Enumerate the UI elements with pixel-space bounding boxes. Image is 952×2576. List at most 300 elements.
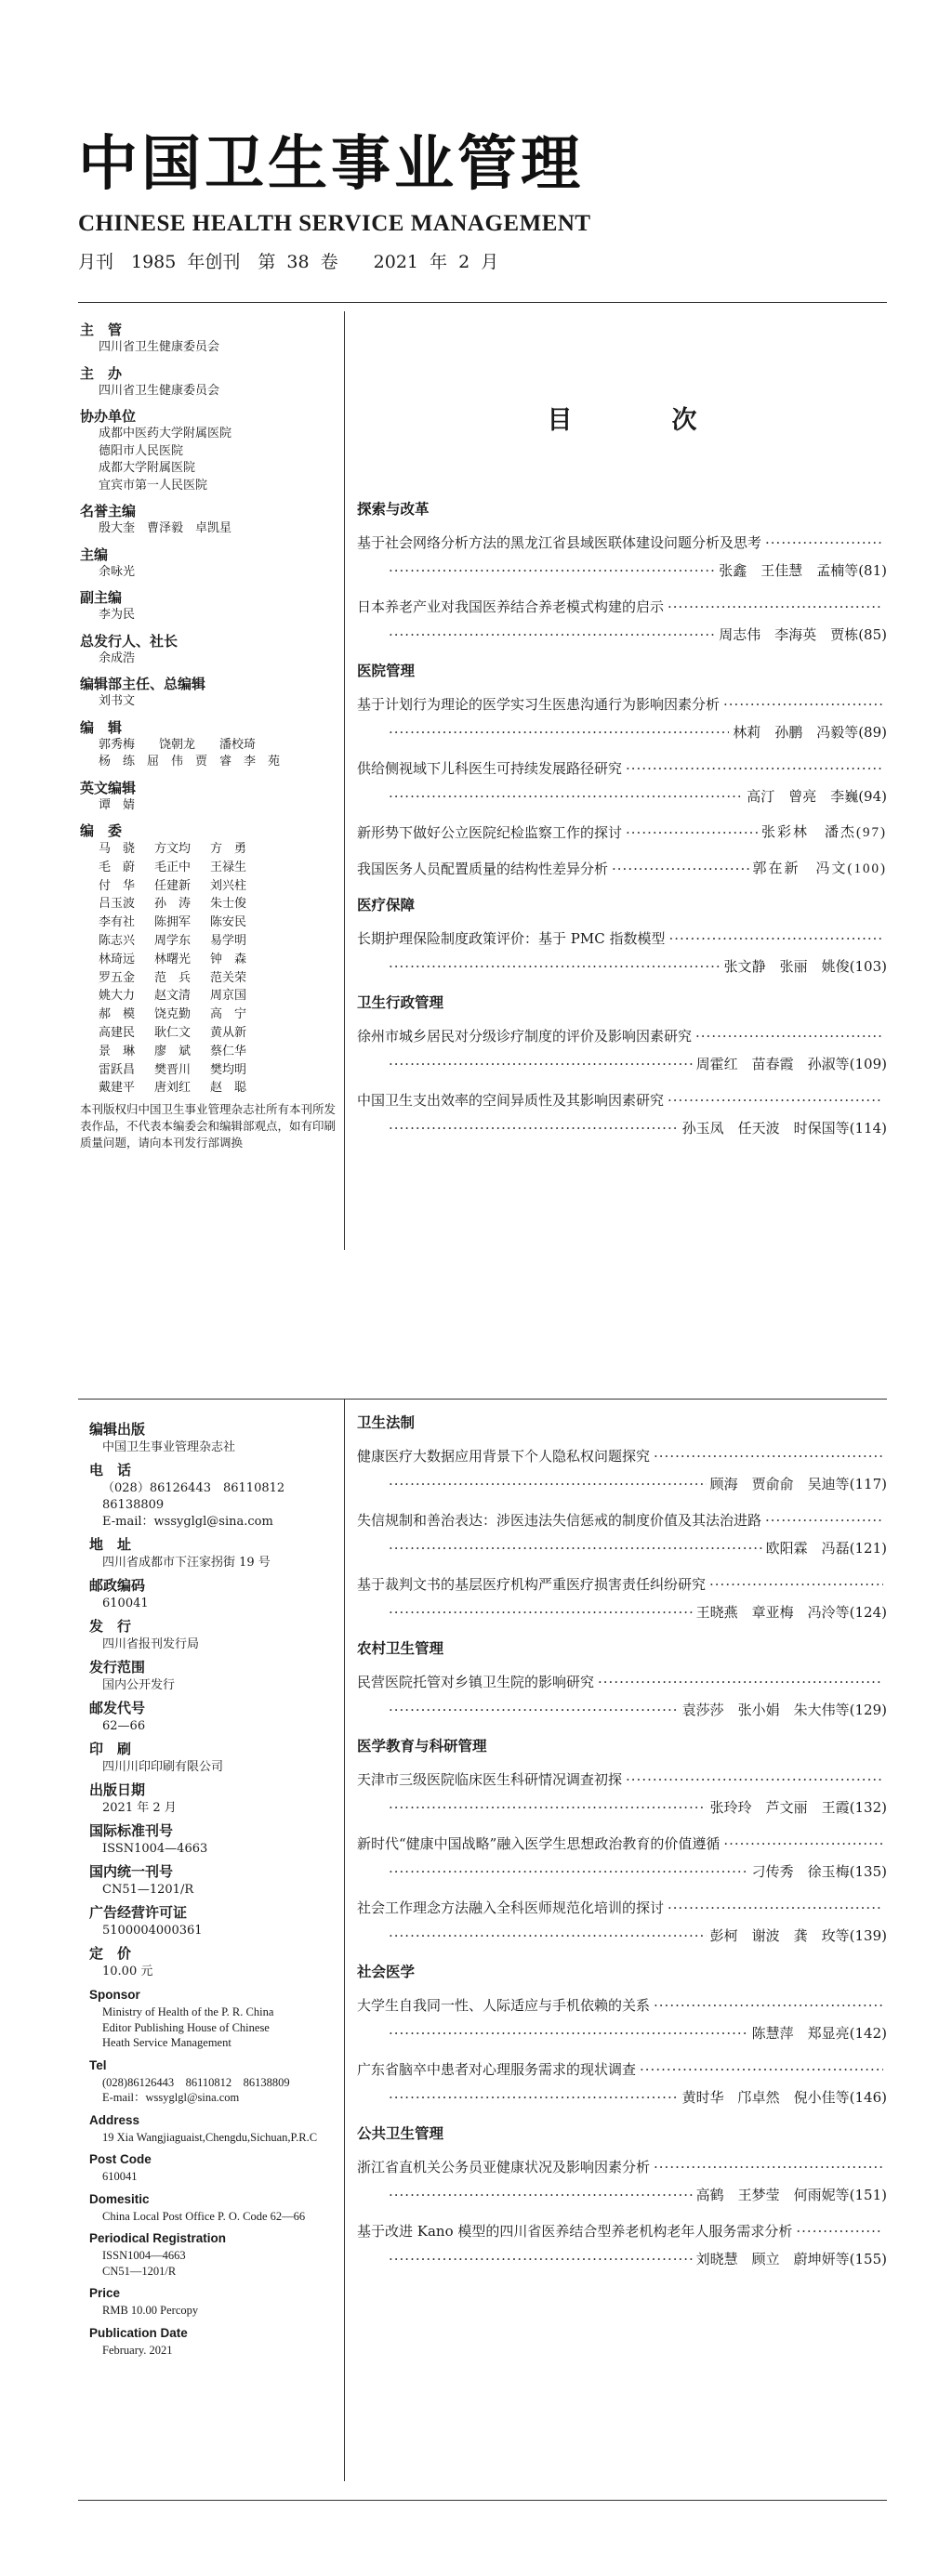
publication-line: CN51—1201/R bbox=[102, 2264, 177, 2278]
leader-dots bbox=[389, 954, 721, 979]
toc-article bbox=[357, 2057, 887, 2109]
board-member: 陈志兴 bbox=[99, 933, 136, 948]
board-member: 孙 涛 bbox=[154, 897, 192, 912]
leader-dots bbox=[389, 1860, 748, 1884]
publication-item bbox=[89, 2110, 340, 2146]
article-authors: 张彩林 潘杰(97) bbox=[761, 825, 887, 840]
page2-top-divider bbox=[78, 1399, 887, 1400]
board-member: 罗五金 bbox=[99, 970, 136, 985]
article-authors: 周霍红 苗春霞 孙淑等(109) bbox=[695, 1056, 887, 1072]
article-authors: 刘晓慧 顾立 蔚坤妍等(155) bbox=[695, 2251, 887, 2267]
publication-item bbox=[89, 1821, 340, 1858]
leader-dots bbox=[668, 1896, 883, 1920]
editorial-heading: 主 管 bbox=[80, 322, 123, 338]
publication-item bbox=[89, 1903, 340, 1939]
publication-line: E-mail：wssyglgl@sina.com bbox=[102, 1515, 273, 1529]
toc-article-row bbox=[357, 1088, 887, 1112]
article-authors: 王晓燕 章亚梅 冯泠等(124) bbox=[695, 1604, 887, 1621]
publication-line: 四川省报刊发行局 bbox=[102, 1637, 200, 1651]
article-authors: 孙玉凤 任天波 时保国等(114) bbox=[681, 1120, 887, 1137]
publication-item bbox=[89, 2149, 340, 2185]
article-authors: 高汀 曾亮 李巍(94) bbox=[747, 788, 887, 805]
editorial-line: 德阳市人民医院 bbox=[99, 443, 184, 458]
publication-heading: Address bbox=[89, 2112, 140, 2127]
publication-heading: 国际标准刊号 bbox=[89, 1822, 174, 1839]
article-authors: 黄时华 邝卓然 倪小佳等(146) bbox=[681, 2089, 887, 2106]
publication-line: 610041 bbox=[102, 2170, 138, 2183]
toc-article-authors-row bbox=[357, 2021, 887, 2045]
toc-list-2 bbox=[357, 1411, 887, 2271]
article-authors: 欧阳霖 冯磊(121) bbox=[765, 1540, 887, 1557]
leader-dots bbox=[389, 1600, 693, 1624]
editorial-line: 成都中医药大学附属医院 bbox=[99, 427, 232, 440]
leader-dots bbox=[765, 1508, 883, 1532]
board-member: 黄从新 bbox=[210, 1025, 247, 1040]
publication-item bbox=[89, 1699, 340, 1735]
leader-dots bbox=[598, 1670, 883, 1694]
leader-dots bbox=[389, 1052, 693, 1076]
toc-article-row bbox=[357, 1024, 887, 1048]
issue-line: 月刊 1985 年创刊 第 38 卷 2021 年 2 月 bbox=[78, 252, 499, 272]
editorial-column bbox=[80, 321, 338, 1151]
top-divider bbox=[78, 302, 887, 303]
publication-heading: 邮发代号 bbox=[89, 1700, 146, 1716]
leader-dots bbox=[389, 1116, 679, 1140]
article-title: 中国卫生支出效率的空间异质性及其影响因素研究 bbox=[357, 1092, 665, 1109]
toc-article bbox=[357, 1508, 887, 1560]
leader-dots bbox=[765, 531, 883, 555]
leader-dots bbox=[723, 1832, 883, 1856]
publication-line: RMB 10.00 Percopy bbox=[102, 2304, 199, 2317]
publication-line: ISSN1004—4663 bbox=[102, 1842, 208, 1856]
editorial-heading: 名誉主编 bbox=[80, 503, 137, 519]
toc-article-row bbox=[357, 531, 887, 555]
leader-dots bbox=[389, 1795, 707, 1820]
publication-line: 中国卫生事业管理杂志社 bbox=[102, 1440, 236, 1454]
board-member: 毛 蔚 bbox=[99, 860, 136, 874]
leader-dots bbox=[668, 1088, 883, 1112]
publication-line: 62—66 bbox=[102, 1719, 146, 1733]
editorial-item bbox=[80, 502, 338, 538]
publication-item bbox=[89, 1535, 340, 1571]
board-member: 王禄生 bbox=[210, 860, 247, 874]
article-authors: 林莉 孙鹏 冯毅等(89) bbox=[733, 724, 887, 741]
publication-line: China Local Post Office P. O. Code 62—66 bbox=[102, 2209, 306, 2223]
editorial-line: 殷大奎 曹泽毅 卓凯星 bbox=[99, 521, 232, 535]
article-title: 基于裁判文书的基层医疗机构严重医疗损害责任纠纷研究 bbox=[357, 1576, 707, 1593]
publication-heading: 编辑出版 bbox=[89, 1421, 146, 1438]
editorial-heading: 协办单位 bbox=[80, 408, 137, 425]
publication-heading: Domesitic bbox=[89, 2191, 150, 2206]
toc-article bbox=[357, 857, 887, 881]
article-authors: 顾海 贾俞俞 吴迪等(117) bbox=[709, 1476, 887, 1492]
toc-article-authors-row bbox=[357, 1698, 887, 1722]
editorial-heading: 编 辑 bbox=[80, 718, 123, 736]
toc-title: 目 次 bbox=[547, 406, 734, 435]
editorial-line: 宜宾市第一人民医院 bbox=[99, 478, 208, 493]
toc-section-heading: 医疗保障 bbox=[357, 897, 416, 913]
board-member: 樊晋川 bbox=[154, 1062, 192, 1077]
editorial-board-heading: 编 委 bbox=[80, 822, 123, 839]
publication-item bbox=[89, 1862, 340, 1899]
journal-title-en: CHINESE HEALTH SERVICE MANAGEMENT bbox=[78, 211, 591, 236]
leader-dots bbox=[389, 2085, 679, 2109]
article-authors: 袁莎莎 张小娟 朱大伟等(129) bbox=[681, 1702, 887, 1718]
board-member: 易学明 bbox=[210, 933, 247, 948]
toc-article bbox=[357, 756, 887, 808]
toc-article-authors-row bbox=[357, 1536, 887, 1560]
publication-heading: 印 刷 bbox=[89, 1741, 132, 1757]
toc-article-row bbox=[357, 595, 887, 619]
publication-item bbox=[89, 2056, 340, 2106]
board-member: 吕玉波 bbox=[99, 897, 136, 912]
toc-section-heading: 农村卫生管理 bbox=[357, 1640, 444, 1657]
article-authors: 周志伟 李海英 贾栋(85) bbox=[719, 626, 887, 643]
board-member: 姚大力 bbox=[99, 989, 136, 1004]
leader-dots bbox=[654, 2155, 883, 2179]
editorial-item bbox=[80, 364, 338, 401]
toc-section-heading: 卫生法制 bbox=[357, 1414, 416, 1431]
article-title: 长期护理保险制度政策评价：基于 PMC 指数模型 bbox=[357, 930, 666, 947]
toc-section-heading: 卫生行政管理 bbox=[357, 994, 444, 1011]
toc-article-authors-row bbox=[357, 559, 887, 583]
editorial-line: 余成浩 bbox=[99, 651, 136, 665]
board-member: 戴建平 bbox=[99, 1081, 136, 1096]
editorial-item bbox=[80, 588, 338, 624]
publication-heading: Tel bbox=[89, 2057, 107, 2072]
editorial-line: 郭秀梅 饶朝龙 潘校琦 bbox=[99, 737, 257, 752]
toc-article-row bbox=[357, 2155, 887, 2179]
publication-heading: 定 价 bbox=[89, 1945, 132, 1962]
toc-article-authors-row bbox=[357, 1860, 887, 1884]
board-member: 李有社 bbox=[99, 915, 136, 930]
article-title: 基于计划行为理论的医学实习生医患沟通行为影响因素分析 bbox=[357, 696, 721, 713]
leader-dots bbox=[626, 756, 883, 781]
article-authors: 高鹤 王梦莹 何雨妮等(151) bbox=[695, 2187, 887, 2203]
board-member: 付 华 bbox=[99, 878, 136, 893]
journal-title: 中国卫生事业管理 bbox=[78, 130, 584, 199]
toc-article bbox=[357, 1024, 887, 1076]
publication-line: 610041 bbox=[102, 1597, 149, 1610]
board-member: 朱士俊 bbox=[210, 897, 247, 912]
board-member: 高建民 bbox=[99, 1025, 136, 1040]
board-member: 廖 斌 bbox=[154, 1044, 192, 1058]
toc-section-heading: 公共卫生管理 bbox=[357, 2125, 444, 2142]
publication-line: CN51—1201/R bbox=[102, 1883, 194, 1897]
publication-item bbox=[89, 1420, 340, 1456]
publication-line: （028）86126443 86110812 86138809 bbox=[102, 1481, 298, 1512]
copyright-note: 本刊版权归中国卫生事业管理杂志社所有本刊所发表作品，不代表本编委会和编辑部观点，如有印刷质量问题，请向本刊发行部调换 bbox=[80, 1102, 337, 1150]
leader-dots bbox=[709, 1572, 883, 1597]
publication-line: 10.00 元 bbox=[102, 1965, 153, 1978]
leader-dots bbox=[389, 1472, 707, 1496]
publication-heading: 发 行 bbox=[89, 1618, 132, 1635]
leader-dots bbox=[626, 821, 758, 845]
toc-article-row bbox=[357, 1768, 887, 1792]
editorial-heading: 英文编辑 bbox=[80, 779, 137, 796]
leader-dots bbox=[723, 692, 883, 716]
editorial-item bbox=[80, 321, 338, 357]
article-title: 供给侧视域下儿科医生可持续发展路径研究 bbox=[357, 760, 623, 777]
toc-article-row bbox=[357, 857, 887, 881]
editorial-heading: 副主编 bbox=[80, 589, 123, 606]
toc-article-authors-row bbox=[357, 1924, 887, 1948]
toc-article bbox=[357, 1768, 887, 1820]
editorial-line: 成都大学附属医院 bbox=[99, 461, 196, 475]
editorial-line: 刘书文 bbox=[99, 694, 136, 708]
board-member: 任建新 bbox=[154, 878, 192, 893]
toc-article-authors-row bbox=[357, 1116, 887, 1140]
toc-article-row bbox=[357, 1508, 887, 1532]
board-member: 陈拥军 bbox=[154, 915, 192, 930]
toc-article bbox=[357, 595, 887, 647]
board-member: 高 宁 bbox=[210, 1007, 247, 1022]
editorial-item bbox=[80, 675, 338, 711]
toc-list-1 bbox=[357, 497, 887, 1140]
toc-article-authors-row bbox=[357, 2085, 887, 2109]
publication-heading: Sponsor bbox=[89, 1988, 140, 2002]
board-member: 周学东 bbox=[154, 933, 192, 948]
publication-item bbox=[89, 1781, 340, 1817]
editorial-item bbox=[80, 779, 338, 815]
article-authors: 张文静 张丽 姚俊(103) bbox=[723, 958, 887, 975]
editorial-line: 李为民 bbox=[99, 608, 136, 622]
article-title: 天津市三级医院临床医生科研情况调查初探 bbox=[357, 1771, 623, 1788]
article-authors: 郭在新 冯文(100) bbox=[752, 861, 887, 876]
publication-line: 19 Xia Wangjiaguaist,Chengdu,Sichuan,P.R.C bbox=[102, 2130, 318, 2144]
editorial-line: 谭 婧 bbox=[99, 797, 136, 812]
article-authors: 张玲玲 芦文丽 王霞(132) bbox=[709, 1799, 887, 1816]
leader-dots bbox=[389, 2247, 693, 2271]
bottom-divider bbox=[78, 2500, 887, 2501]
leader-dots bbox=[389, 1924, 707, 1948]
toc-article-row bbox=[357, 1444, 887, 1468]
publication-line: 2021 年 2 月 bbox=[102, 1801, 177, 1815]
toc-article bbox=[357, 2155, 887, 2207]
board-member: 马 骁 bbox=[99, 842, 136, 856]
board-member: 刘兴柱 bbox=[210, 878, 247, 893]
leader-dots bbox=[389, 784, 743, 808]
publication-line: 5100004000361 bbox=[102, 1924, 203, 1938]
article-title: 民营医院托管对乡镇卫生院的影响研究 bbox=[357, 1674, 595, 1690]
toc-article-authors-row bbox=[357, 623, 887, 647]
article-title: 基于社会网络分析方法的黑龙江省县域医联体建设问题分析及思考 bbox=[357, 534, 762, 551]
column-divider-2 bbox=[344, 1399, 345, 2481]
toc-article-authors-row bbox=[357, 1472, 887, 1496]
leader-dots bbox=[695, 1024, 883, 1048]
publication-heading: 邮政编码 bbox=[89, 1577, 146, 1594]
publication-item bbox=[89, 1740, 340, 1776]
editorial-line: 四川省卫生健康委员会 bbox=[99, 383, 220, 398]
board-member: 范 兵 bbox=[154, 970, 192, 985]
article-title: 日本养老产业对我国医养结合养老模式构建的启示 bbox=[357, 598, 665, 615]
toc-section-heading: 医学教育与科研管理 bbox=[357, 1738, 487, 1755]
toc-article-authors-row bbox=[357, 1052, 887, 1076]
toc-article-authors-row bbox=[357, 954, 887, 979]
publication-item bbox=[89, 1461, 340, 1531]
leader-dots bbox=[389, 720, 729, 744]
publication-heading: 发行范围 bbox=[89, 1659, 146, 1676]
article-title: 社会工作理念方法融入全科医师规范化培训的探讨 bbox=[357, 1899, 665, 1916]
board-member: 饶克勤 bbox=[154, 1007, 192, 1022]
toc-article bbox=[357, 1896, 887, 1948]
editorial-item bbox=[80, 718, 338, 771]
editorial-board-grid bbox=[80, 840, 338, 1097]
publication-heading: Publication Date bbox=[89, 2325, 188, 2340]
editorial-item bbox=[80, 545, 338, 582]
publication-heading: 地 址 bbox=[89, 1536, 132, 1553]
toc-article-authors-row bbox=[357, 2247, 887, 2271]
article-title: 浙江省直机关公务员亚健康状况及影响因素分析 bbox=[357, 2159, 651, 2175]
article-title: 失信规制和善治表达：涉医违法失信惩戒的制度价值及其法治进路 bbox=[357, 1512, 762, 1529]
toc-article-authors-row bbox=[357, 1600, 887, 1624]
toc-article-authors-row bbox=[357, 1795, 887, 1820]
toc-article bbox=[357, 2219, 887, 2271]
leader-dots bbox=[389, 1698, 679, 1722]
publication-heading: 出版日期 bbox=[89, 1781, 146, 1798]
toc-article-row bbox=[357, 756, 887, 781]
toc-article-row bbox=[357, 927, 887, 951]
leader-dots bbox=[612, 857, 748, 881]
board-member: 林曙光 bbox=[154, 952, 192, 966]
board-member: 林琦远 bbox=[99, 952, 136, 966]
publication-line: ISSN1004—4663 bbox=[102, 2249, 186, 2262]
table-of-contents-2 bbox=[357, 1411, 887, 2283]
publication-heading: Periodical Registration bbox=[89, 2231, 227, 2245]
publication-item bbox=[89, 1576, 340, 1612]
publication-heading: Post Code bbox=[89, 2152, 152, 2166]
publication-line: Ministry of Health of the P. R. China bbox=[102, 2005, 274, 2018]
leader-dots bbox=[668, 595, 883, 619]
toc-article-authors-row bbox=[357, 720, 887, 744]
editorial-line: 余咏光 bbox=[99, 564, 136, 579]
toc-section-heading: 社会医学 bbox=[357, 1964, 416, 1980]
article-authors: 刁传秀 徐玉梅(135) bbox=[751, 1863, 887, 1880]
publication-line: February. 2021 bbox=[102, 2343, 173, 2357]
board-member: 蔡仁华 bbox=[210, 1044, 247, 1058]
article-title: 广东省脑卒中患者对心理服务需求的现状调查 bbox=[357, 2061, 637, 2078]
toc-article-row bbox=[357, 2057, 887, 2082]
toc-article bbox=[357, 1670, 887, 1722]
article-title: 我国医务人员配置质量的结构性差异分析 bbox=[357, 861, 609, 877]
column-divider-1 bbox=[344, 311, 345, 1250]
board-member: 方文均 bbox=[154, 842, 192, 856]
masthead bbox=[78, 125, 887, 273]
board-member: 耿仁文 bbox=[154, 1025, 192, 1040]
publication-item bbox=[89, 2283, 340, 2319]
publication-line: 四川省成都市下汪家拐街 19 号 bbox=[102, 1556, 271, 1570]
publication-item bbox=[89, 2228, 340, 2279]
leader-dots bbox=[640, 2057, 883, 2082]
table-of-contents-1 bbox=[357, 400, 887, 1152]
leader-dots bbox=[654, 1993, 883, 2017]
publication-heading: 国内统一刊号 bbox=[89, 1863, 174, 1880]
publication-line: E-mail：wssyglgl@sina.com bbox=[102, 2091, 240, 2104]
toc-article bbox=[357, 692, 887, 744]
publication-item bbox=[89, 1985, 340, 2051]
publication-heading: Price bbox=[89, 2286, 121, 2300]
publication-item bbox=[89, 1658, 340, 1694]
toc-article bbox=[357, 821, 887, 845]
board-member: 郝 模 bbox=[99, 1007, 136, 1022]
board-member: 钟 森 bbox=[210, 952, 247, 966]
editorial-heading: 主 办 bbox=[80, 364, 123, 382]
editorial-heading: 总发行人、社长 bbox=[80, 632, 178, 650]
publication-heading: 电 话 bbox=[89, 1462, 132, 1479]
editorial-item bbox=[80, 407, 338, 494]
toc-section-heading: 医院管理 bbox=[357, 663, 416, 679]
toc-article bbox=[357, 531, 887, 583]
toc-article-row bbox=[357, 1670, 887, 1694]
article-title: 新形势下做好公立医院纪检监察工作的探讨 bbox=[357, 824, 623, 841]
publication-line: Editor Publishing House of Chinese bbox=[102, 2020, 270, 2034]
publication-item bbox=[89, 2323, 340, 2359]
leader-dots bbox=[389, 2021, 748, 2045]
toc-article-authors-row bbox=[357, 784, 887, 808]
board-member: 毛正中 bbox=[154, 860, 192, 874]
toc-article bbox=[357, 1444, 887, 1496]
board-member: 周京国 bbox=[210, 989, 247, 1004]
editorial-heading: 主编 bbox=[80, 545, 109, 563]
board-member: 范关荣 bbox=[210, 970, 247, 985]
editorial-line: 四川省卫生健康委员会 bbox=[99, 340, 220, 354]
editorial-heading: 编辑部主任、总编辑 bbox=[80, 676, 206, 692]
editorial-line: 杨 练 屈 伟 贾 睿 李 苑 bbox=[99, 755, 281, 769]
leader-dots bbox=[389, 2183, 693, 2207]
article-title: 健康医疗大数据应用背景下个人隐私权问题探究 bbox=[357, 1448, 651, 1465]
toc-article-authors-row bbox=[357, 2183, 887, 2207]
toc-article-row bbox=[357, 1896, 887, 1920]
article-title: 基于改进 Kano 模型的四川省医养结合型养老机构老年人服务需求分析 bbox=[357, 2223, 793, 2240]
publication-line: 四川川印印刷有限公司 bbox=[102, 1760, 224, 1774]
leader-dots bbox=[626, 1768, 883, 1792]
publication-item bbox=[89, 1944, 340, 1980]
toc-section-heading: 探索与改革 bbox=[357, 501, 430, 518]
publication-item bbox=[89, 1617, 340, 1653]
board-member: 方 勇 bbox=[210, 842, 247, 856]
leader-dots bbox=[654, 1444, 883, 1468]
toc-article-row bbox=[357, 692, 887, 716]
board-member: 唐刘红 bbox=[154, 1081, 192, 1096]
board-member: 景 琳 bbox=[99, 1044, 136, 1058]
toc-article-row bbox=[357, 2219, 887, 2243]
publication-line: 国内公开发行 bbox=[102, 1678, 176, 1692]
article-authors: 彭柯 谢波 龚 玫等(139) bbox=[709, 1927, 887, 1944]
toc-article-row bbox=[357, 1572, 887, 1597]
publication-line: (028)86126443 86110812 86138809 bbox=[102, 2075, 290, 2089]
board-member: 赵文清 bbox=[154, 989, 192, 1004]
article-title: 大学生自我同一性、人际适应与手机依赖的关系 bbox=[357, 1997, 651, 2014]
article-authors: 张鑫 王佳慧 孟楠等(81) bbox=[719, 562, 887, 579]
toc-article bbox=[357, 927, 887, 979]
publication-heading: 广告经营许可证 bbox=[89, 1904, 188, 1921]
toc-article-row bbox=[357, 1993, 887, 2017]
leader-dots bbox=[668, 927, 883, 951]
board-member: 雷跃昌 bbox=[99, 1062, 136, 1077]
publication-item bbox=[89, 2189, 340, 2225]
leader-dots bbox=[389, 1536, 762, 1560]
board-member: 赵 聪 bbox=[210, 1081, 247, 1096]
publication-line: Heath Service Management bbox=[102, 2036, 231, 2049]
toc-article-row bbox=[357, 1832, 887, 1856]
board-member: 樊均明 bbox=[210, 1062, 247, 1077]
leader-dots bbox=[796, 2219, 883, 2243]
article-title: 新时代“健康中国战略”融入医学生思想政治教育的价值遵循 bbox=[357, 1835, 721, 1852]
toc-article-row bbox=[357, 821, 887, 845]
article-authors: 陈慧萍 郑显亮(142) bbox=[751, 2025, 887, 2042]
article-title: 徐州市城乡居民对分级诊疗制度的评价及影响因素研究 bbox=[357, 1028, 693, 1045]
toc-article bbox=[357, 1572, 887, 1624]
